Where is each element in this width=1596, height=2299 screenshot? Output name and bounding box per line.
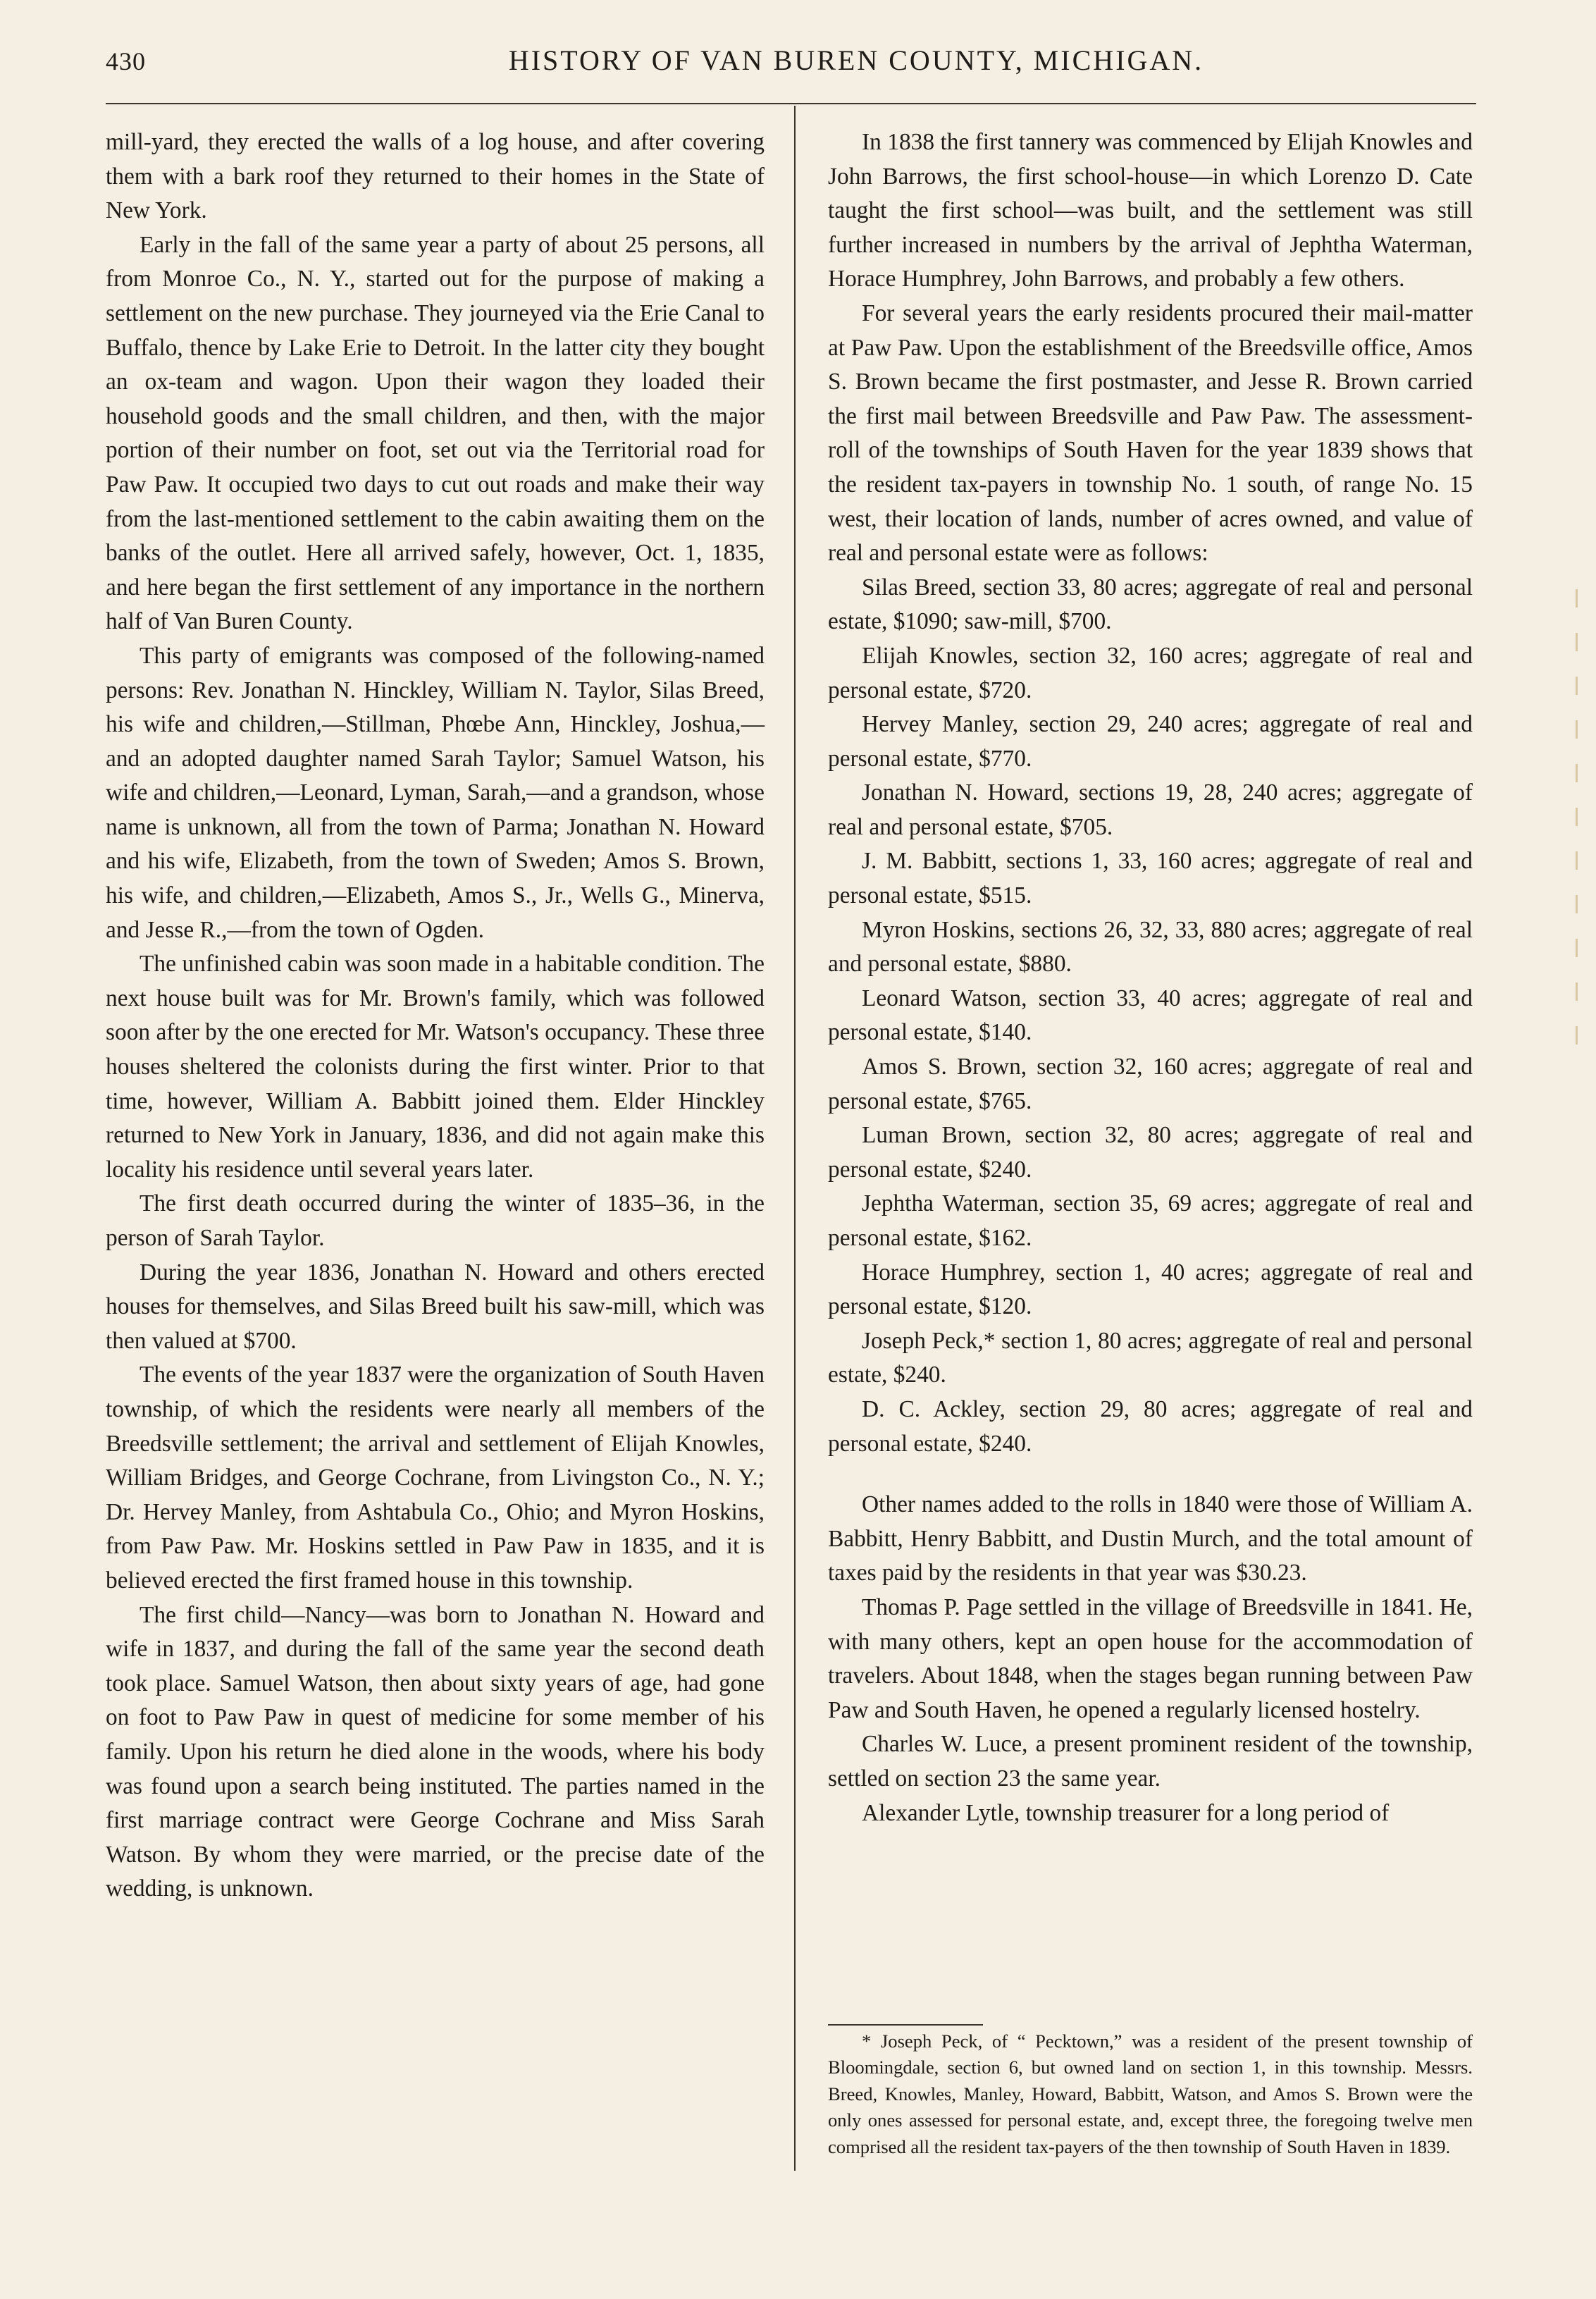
assessment-entry: Silas Breed, section 33, 80 acres; aggregate of real and personal estate, $1090; saw-mill, $700. <box>828 574 1473 635</box>
left-column <box>106 125 765 1906</box>
paragraph: mill-yard, they erected the walls of a log house, and after covering them with a bark roof they returned to their homes in the State of New York. <box>106 129 765 224</box>
assessment-entry: Luman Brown, section 32, 80 acres; aggregate of real and personal estate, $240. <box>828 1122 1473 1183</box>
paragraph: The events of the year 1837 were the organization of South Haven township, of which the residents were nearly all members of the Breedsville settlement; the arrival and settlement of Elijah Knowles, William Bridges, and George Cochrane, from Livingston Co., N. Y.; Dr. Hervey Manley, from Ashtabula Co., Ohio; and Myron Hoskins, from Paw Paw. Mr. Hoskins settled in Paw Paw in 1835, and it is believed erected the first framed house in this township. <box>106 1362 765 1594</box>
assessment-entry: Hervey Manley, section 29, 240 acres; aggregate of real and personal estate, $770. <box>828 711 1473 772</box>
paragraph: Charles W. Luce, a present prominent resident of the township, settled on section 23 the same year. <box>828 1731 1473 1792</box>
footnote-rule <box>828 2024 983 2026</box>
paragraph: The first death occurred during the winter of 1835–36, in the person of Sarah Taylor. <box>106 1190 765 1251</box>
bleed-through-marks <box>1576 564 1587 1142</box>
assessment-entry: Elijah Knowles, section 32, 160 acres; aggregate of real and personal estate, $720. <box>828 642 1473 703</box>
paragraph: During the year 1836, Jonathan N. Howard and others erected houses for themselves, and Silas Breed built his saw-mill, which was then valued at $700. <box>106 1259 765 1354</box>
paragraph: Early in the fall of the same year a party of about 25 persons, all from Monroe Co., N. Y., started out for the purpose of making a settlement on the new purchase. They journeyed via the Erie Canal to Buffalo, thence by Lake Erie to Detroit. In the latter city they bought an ox-team and wagon. Upon their wagon they loaded their household goods and the small children, and then, with the major portion of their number on foot, set out via the Territorial road for Paw Paw. It occupied two days to cut out roads and make their way from the last-mentioned settlement to the cabin awaiting them on the banks of the outlet. Here all arrived safely, however, Oct. 1, 1835, and here began the first settlement of any importance in the northern half of Van Buren County. <box>106 231 765 635</box>
paragraph: Alexander Lytle, township treasurer for a long period of <box>862 1799 1390 1826</box>
assessment-entry: J. M. Babbitt, sections 1, 33, 160 acres; aggregate of real and personal estate, $515. <box>828 848 1473 909</box>
paragraph: The unfinished cabin was soon made in a habitable condition. The next house built was for Mr. Brown's family, which was followed soon after by the one erected for Mr. Watson's occupancy. These three houses sheltered the colonists during the first winter. Prior to that time, however, William A. Babbitt joined them. Elder Hinckley returned to New York in January, 1836, and did not again make this locality his residence until several years later. <box>106 951 765 1183</box>
page-number: 430 <box>106 47 146 75</box>
paragraph: This party of emigrants was composed of the following-named persons: Rev. Jonathan N. Hinckley, William N. Taylor, Silas Breed, his wife and children,—Stillman, Phœbe Ann, Hinckley, Joshua,—and an adopted daughter named Sarah Taylor; Samuel Watson, his wife and children,—Leonard, Lyman, Sarah,—and a grandson, whose name is unknown, all from the town of Parma; Jonathan N. Howard and his wife, Elizabeth, from the town of Sweden; Amos S. Brown, his wife, and children,—Elizabeth, Amos S., Jr., Wells G., Minerva, and Jesse R.,—from the town of Ogden. <box>106 642 765 943</box>
assessment-entry: Jephtha Waterman, section 35, 69 acres; aggregate of real and personal estate, $162. <box>828 1190 1473 1251</box>
assessment-entry: Myron Hoskins, sections 26, 32, 33, 880 acres; aggregate of real and personal estate, $880. <box>828 916 1473 978</box>
paragraph: Thomas P. Page settled in the village of Breedsville in 1841. He, with many others, kept an open house for the accommodation of travelers. About 1848, when the stages began running between Paw Paw and South Haven, he opened a regularly licensed hostelry. <box>828 1594 1473 1723</box>
paragraph: The first child—Nancy—was born to Jonathan N. Howard and wife in 1837, and during the fall of the same year the second death took place. Samuel Watson, then about sixty years of age, had gone on foot to Paw Paw in quest of medicine for some member of his family. Upon his return he died alone in the woods, where his body was found upon a search being instituted. The parties named in the first marriage contract were George Cochrane and Miss Sarah Watson. By whom they were married, or the precise date of the wedding, is unknown. <box>106 1601 765 1902</box>
footnote: * Joseph Peck, of “ Pecktown,” was a resident of the present township of Bloomingdale, section 6, but owned land on section 1, in this township. Messrs. Breed, Knowles, Manley, Howard, Babbitt, Watson, and Amos S. Brown were the only ones assessed for personal estate, and, except three, the foregoing twelve men comprised all the resident tax-payers of the then township of South Haven in 1839. <box>828 2030 1473 2157</box>
running-title: HISTORY OF VAN BUREN COUNTY, MICHIGAN. <box>508 44 1204 76</box>
assessment-entry: Horace Humphrey, section 1, 40 acres; aggregate of real and personal estate, $120. <box>828 1259 1473 1320</box>
assessment-entry: Amos S. Brown, section 32, 160 acres; aggregate of real and personal estate, $765. <box>828 1054 1473 1114</box>
assessment-entry: Joseph Peck,* section 1, 80 acres; aggregate of real and personal estate, $240. <box>828 1327 1473 1388</box>
paragraph: In 1838 the first tannery was commenced by Elijah Knowles and John Barrows, the first school-house—in which Lorenzo D. Cate taught the first school—was built, and the settlement was still further increased in numbers by the arrival of Jephtha Waterman, Horace Humphrey, John Barrows, and probably a few others. <box>828 129 1473 292</box>
paragraph: Other names added to the rolls in 1840 were those of William A. Babbitt, Henry Babbitt, and Dustin Murch, and the total amount of taxes paid by the residents in that year was $30.23. <box>828 1491 1473 1586</box>
paragraph: For several years the early residents procured their mail-matter at Paw Paw. Upon the establishment of the Breedsville office, Amos S. Brown became the first postmaster, and Jesse R. Brown carried the first mail between Breedsville and Paw Paw. The assessment-roll of the townships of South Haven for the year 1839 shows that the resident tax-payers in township No. 1 south, of range No. 15 west, their location of lands, number of acres owned, and value of real and personal estate were as follows: <box>828 300 1473 567</box>
right-column <box>828 125 1473 1830</box>
assessment-entry: Jonathan N. Howard, sections 19, 28, 240 acres; aggregate of real and personal estate, $705. <box>828 779 1473 840</box>
header-rule <box>106 103 1476 104</box>
assessment-entry: Leonard Watson, section 33, 40 acres; aggregate of real and personal estate, $140. <box>828 985 1473 1046</box>
assessment-entry: D. C. Ackley, section 29, 80 acres; aggregate of real and personal estate, $240. <box>828 1395 1473 1457</box>
page-header <box>106 44 1494 86</box>
column-divider <box>794 106 796 2171</box>
